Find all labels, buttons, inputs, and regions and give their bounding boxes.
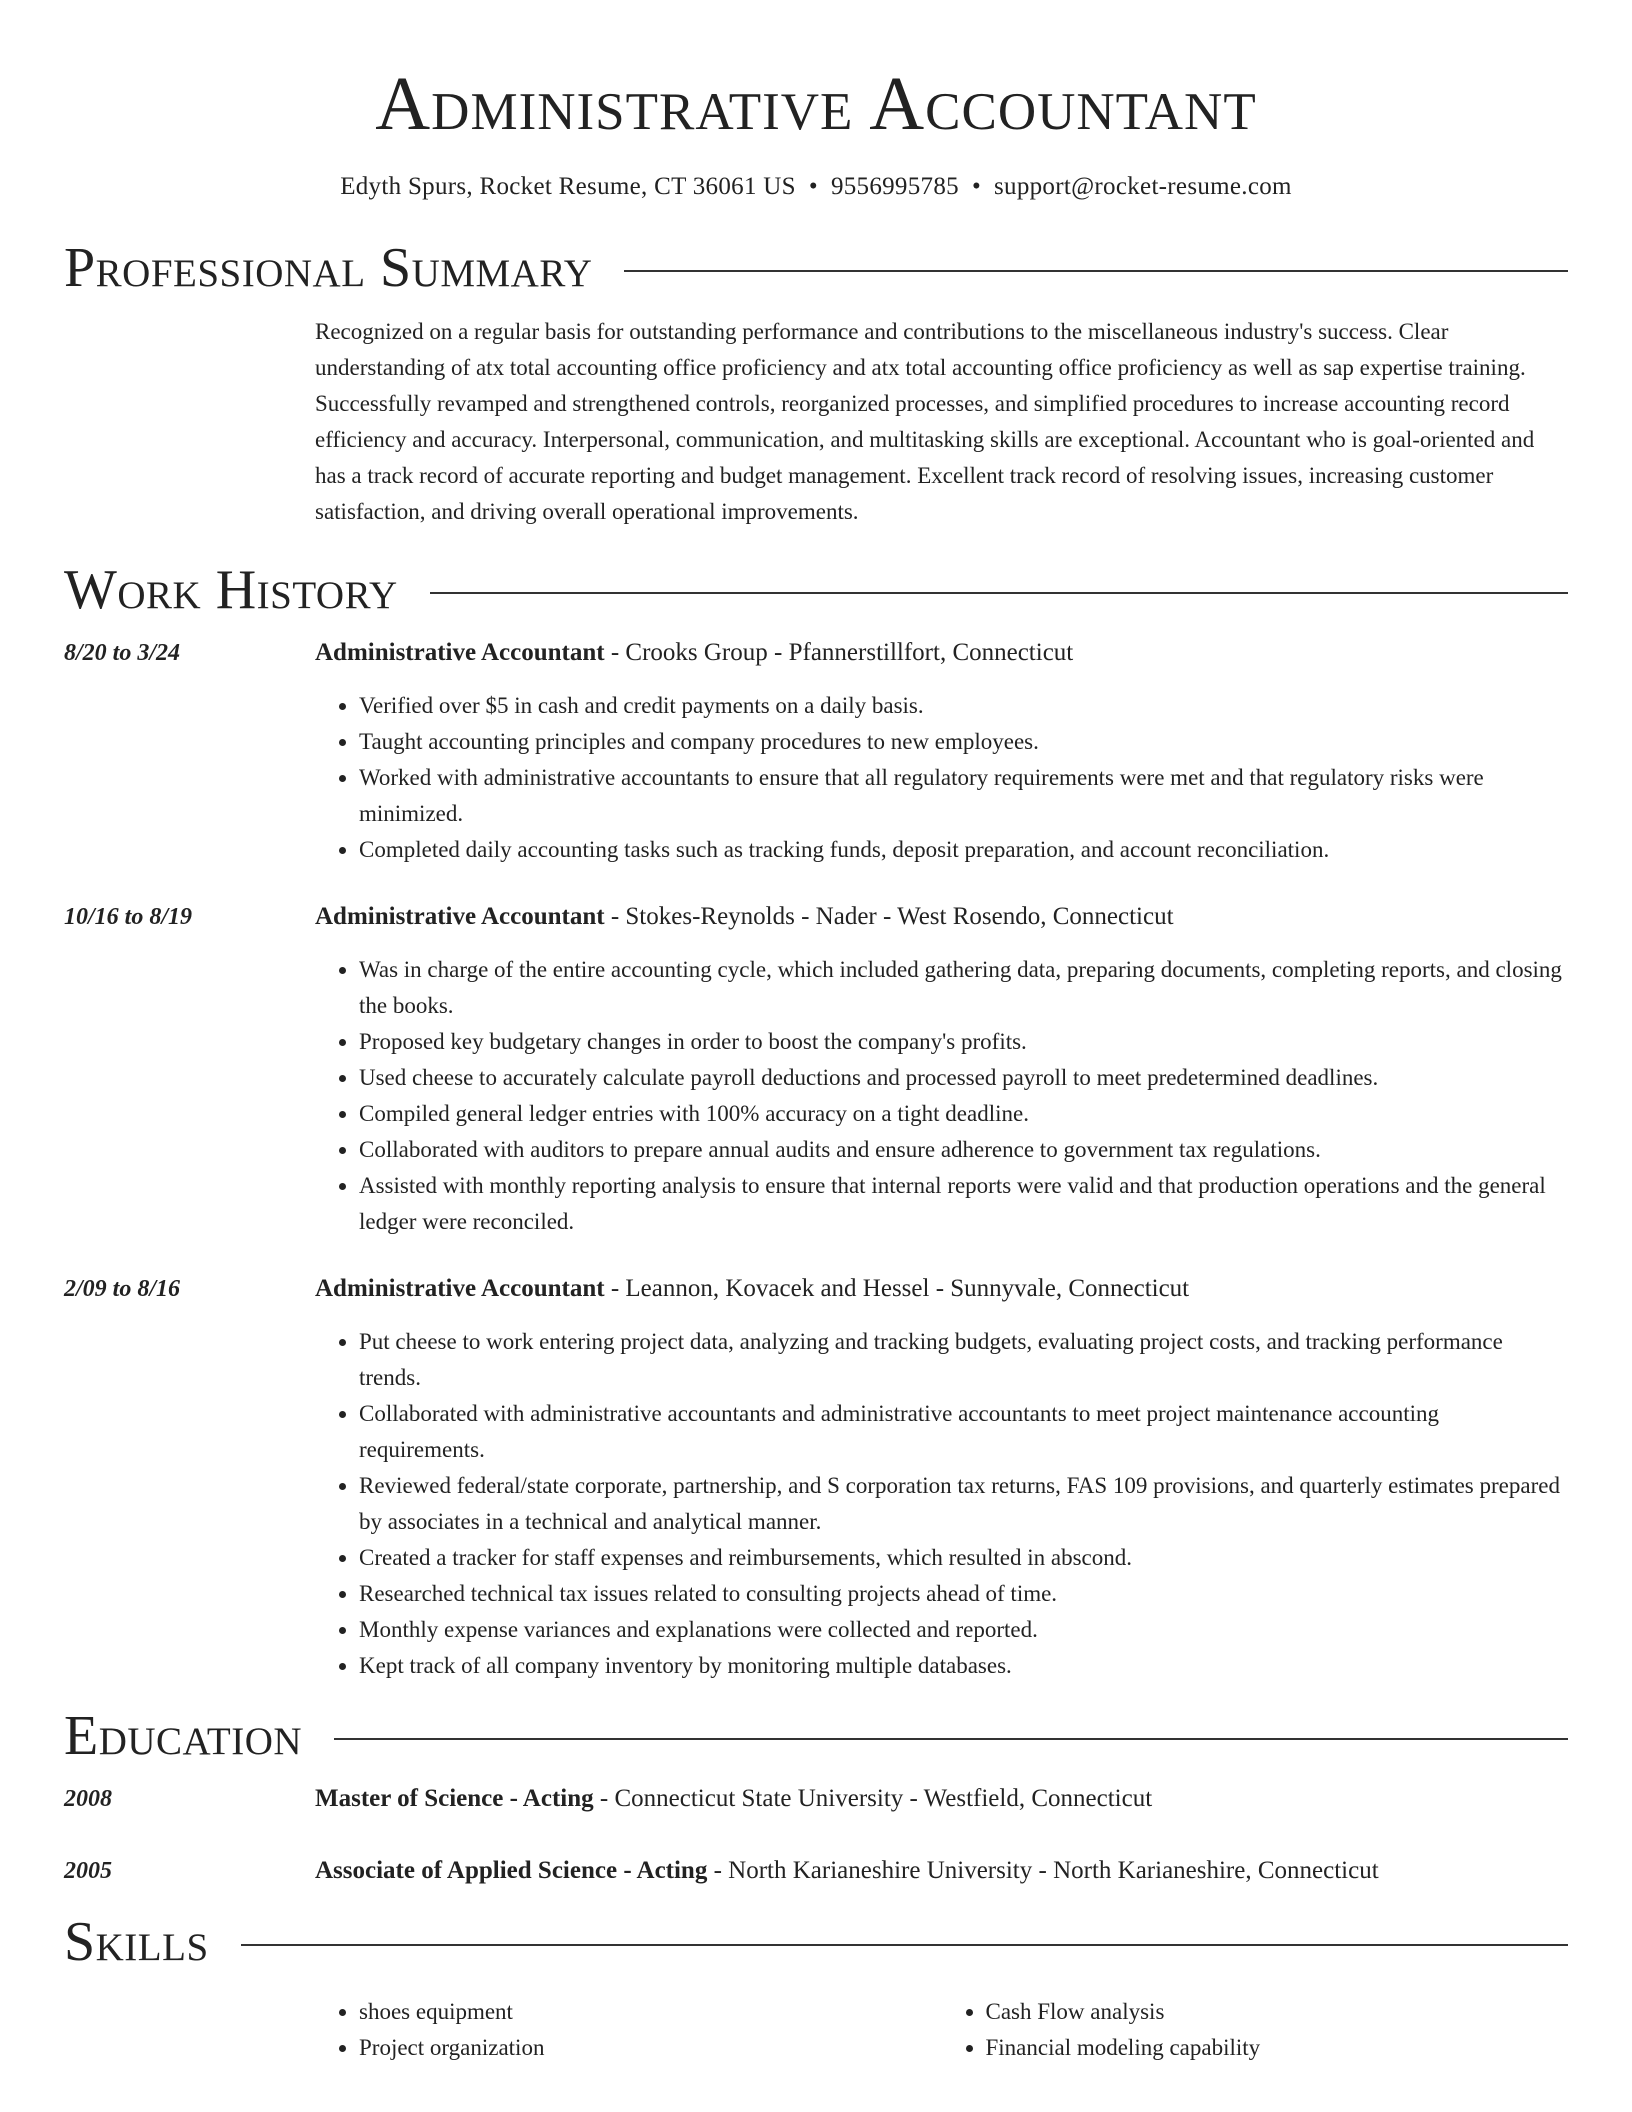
skill-item: • Cash Flow analysis [986, 1994, 1569, 2030]
job-dates: 2/09 to 8/16 [64, 1276, 181, 1302]
degree-name: Associate of Applied Science - Acting [315, 1857, 708, 1884]
education-year: 2005 [64, 1858, 112, 1884]
school-details: - North Karianeshire University - North Karianeshire, Connecticut [707, 1857, 1379, 1884]
job-heading [315, 900, 1568, 934]
skills-column-right [942, 1994, 1569, 2066]
work-heading: Work History [64, 559, 398, 621]
job-bullet: • Researched technical tax issues related to consulting projects ahead of time. [359, 1576, 1568, 1612]
job-details: - Leannon, Kovacek and Hessel - Sunnyvale, Connecticut [604, 1275, 1190, 1302]
job-entry [64, 636, 1568, 868]
job-bullet: • Created a tracker for staff expenses and reimbursements, which resulted in abscond. [359, 1540, 1568, 1576]
school-details: - Connecticut State University - Westfield, Connecticut [593, 1785, 1153, 1812]
education-entry [64, 1854, 1568, 1888]
job-bullet: • Verified over $5 in cash and credit payments on a daily basis. [359, 688, 1568, 724]
job-bullet: • Taught accounting principles and company procedures to new employees. [359, 724, 1568, 760]
section-divider [241, 1944, 1568, 1946]
job-bullets [315, 688, 1568, 868]
skill-item: • Financial modeling capability [986, 2030, 1569, 2066]
job-bullet: • Compiled general ledger entries with 100% accuracy on a tight deadline. [359, 1096, 1568, 1132]
job-bullet: • Reviewed federal/state corporate, partnership, and S corporation tax returns, FAS 109 provisions, and quarterly estimates prepared by associates in a technical and analytical manner. [359, 1468, 1568, 1540]
section-divider [430, 592, 1568, 594]
job-bullet: • Kept track of all company inventory by monitoring multiple databases. [359, 1648, 1568, 1684]
contact-email: support@rocket-resume.com [994, 173, 1292, 200]
degree-name: Master of Science - Acting [315, 1785, 594, 1812]
job-dates: 10/16 to 8/19 [64, 904, 193, 930]
job-title: Administrative Accountant [315, 1275, 605, 1302]
job-title: Administrative Accountant [315, 639, 605, 666]
bullet-separator: • [808, 173, 818, 200]
job-heading [315, 636, 1568, 670]
skills-column-left [315, 1994, 942, 2066]
contact-line [64, 172, 1568, 202]
job-dates: 8/20 to 3/24 [64, 640, 181, 666]
job-bullet: • Put cheese to work entering project data, analyzing and tracking budgets, evaluating project costs, and tracking performance trends. [359, 1324, 1568, 1396]
education-body [315, 1782, 1568, 1816]
resume-title: Administrative Accountant [375, 62, 1257, 146]
job-bullet: • Was in charge of the entire accounting cycle, which included gathering data, preparing documents, completing reports, and closing the books. [359, 952, 1568, 1024]
contact-address: Edyth Spurs, Rocket Resume, CT 36061 US [340, 173, 796, 200]
job-entry [64, 1272, 1568, 1684]
summary-section-header [64, 236, 1568, 300]
skill-item: • shoes equipment [359, 1994, 942, 2030]
education-heading: Education [64, 1705, 303, 1767]
summary-heading: Professional Summary [64, 237, 593, 299]
job-body [315, 636, 1568, 868]
job-bullet: • Collaborated with auditors to prepare annual audits and ensure adherence to government tax regulations. [359, 1132, 1568, 1168]
job-body [315, 900, 1568, 1240]
skill-item: • Project organization [359, 2030, 942, 2066]
job-bullet: • Used cheese to accurately calculate payroll deductions and processed payroll to meet predetermined deadlines. [359, 1060, 1568, 1096]
section-divider [334, 1738, 1568, 1740]
skills-heading: Skills [64, 1911, 209, 1973]
job-bullets [315, 952, 1568, 1240]
job-bullet: • Monthly expense variances and explanations were collected and reported. [359, 1612, 1568, 1648]
education-heading-line [315, 1782, 1568, 1816]
summary-text: Recognized on a regular basis for outstanding performance and contributions to the miscellaneous industry's success. Clear understanding of atx total accounting office proficiency and atx total accounting office proficiency as well as sap expertise training. Successfully revamped and strengthened controls, reorganized processes, and simplified procedures to increase accounting record efficiency and accuracy. Interpersonal, communication, and multitasking skills are exceptional. Accountant who is goal-oriented and has a track record of accurate reporting and budget management. Excellent track record of resolving issues, increasing customer satisfaction, and driving overall operational improvements. [315, 319, 1535, 524]
job-bullet: • Completed daily accounting tasks such as tracking funds, deposit preparation, and account reconciliation. [359, 832, 1568, 868]
education-entry [64, 1782, 1568, 1816]
job-heading [315, 1272, 1568, 1306]
education-body [315, 1854, 1568, 1888]
job-title: Administrative Accountant [315, 903, 605, 930]
job-details: - Crooks Group - Pfannerstillfort, Connecticut [604, 639, 1074, 666]
education-heading-line [315, 1854, 1568, 1888]
job-bullet: • Collaborated with administrative accountants and administrative accountants to meet project maintenance accounting requirements. [359, 1396, 1568, 1468]
education-year: 2008 [64, 1786, 112, 1812]
job-details: - Stokes-Reynolds - Nader - West Rosendo, Connecticut [604, 903, 1174, 930]
job-bullets [315, 1324, 1568, 1684]
bullet-separator: • [971, 173, 981, 200]
skills-list [315, 1994, 1568, 2066]
job-entry [64, 900, 1568, 1240]
job-bullet: • Assisted with monthly reporting analysis to ensure that internal reports were valid and that production operations and the general ledger were reconciled. [359, 1168, 1568, 1240]
section-divider [624, 270, 1568, 272]
resume-page [64, 0, 1568, 2066]
job-body [315, 1272, 1568, 1684]
skills-section-header [64, 1910, 1568, 1974]
job-bullet: • Proposed key budgetary changes in order to boost the company's profits. [359, 1024, 1568, 1060]
job-bullet: • Worked with administrative accountants to ensure that all regulatory requirements were met and that regulatory risks were minimized. [359, 760, 1568, 832]
contact-phone: 9556995785 [830, 173, 959, 200]
work-section-header [64, 558, 1568, 622]
education-section-header [64, 1704, 1568, 1768]
